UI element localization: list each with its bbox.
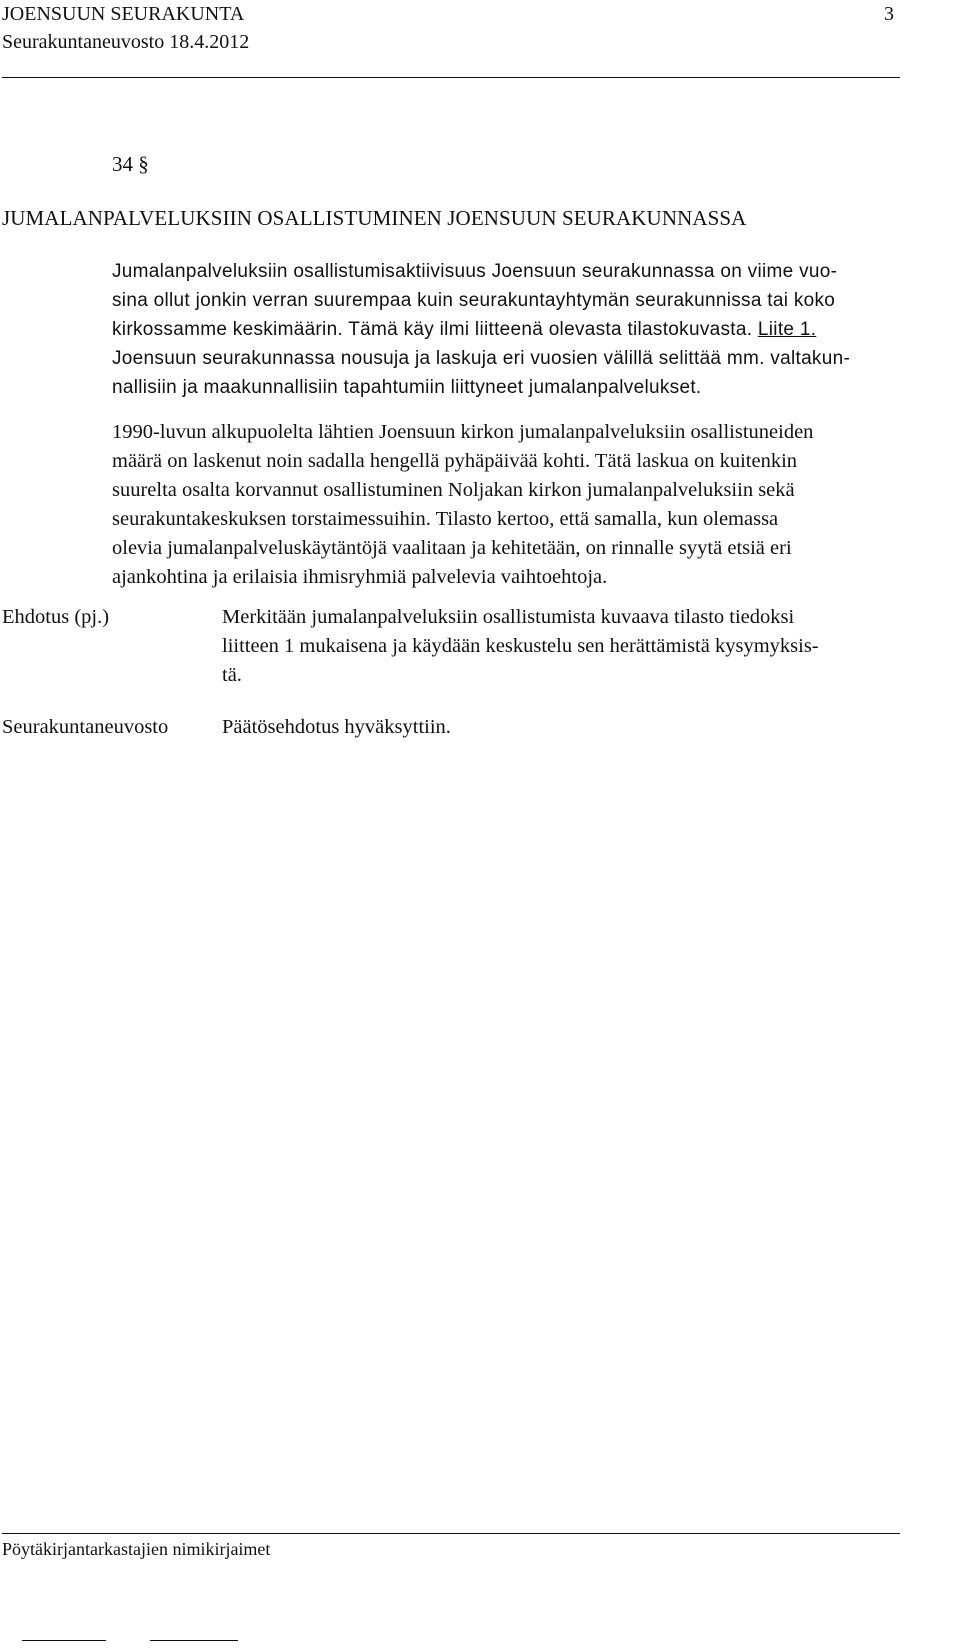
footer-label: Pöytäkirjantarkastajien nimikirjaimet [2, 1539, 271, 1559]
paragraph-1-text: valtakun- [770, 348, 851, 369]
footer-rule [2, 1533, 900, 1534]
proposal-text [222, 603, 819, 690]
header-rule [2, 77, 900, 78]
paragraph-1-text: kirkossamme keskimäärin. [112, 319, 349, 340]
paragraph-1-text: Jumalanpalveluksiin osallistumisaktiivisuus Joensuun seurakunnassa on viime vuo- [112, 261, 838, 282]
header-page-number: 3 [884, 3, 894, 25]
paragraph-2 [112, 418, 813, 592]
paragraph-1-line [112, 344, 850, 373]
paragraph-2-line: määrä on laskenut noin sadalla hengellä pyhäpäivää kohti. Tätä laskua on kuitenkin [112, 450, 798, 472]
signature-line-2 [150, 1640, 238, 1641]
paragraph-1-text: Joensuun seurakunnassa nousuja ja laskuja eri vuosien välillä selittää mm. [112, 348, 771, 369]
paragraph-1-text: Tämä käy ilmi liitteenä olevasta tilastokuvasta. [348, 319, 758, 340]
proposal-line: tä. [222, 664, 242, 686]
paragraph-1-line [112, 286, 850, 315]
paragraph-2-line: 1990-luvun alkupuolelta lähtien Joensuun kirkon jumalanpalveluksiin osallistuneiden [112, 421, 814, 443]
attachment-link[interactable]: Liite 1. [757, 319, 817, 340]
proposal-line: Merkitään jumalanpalveluksiin osallistumista kuvaava tilasto tiedoksi [222, 606, 795, 628]
paragraph-1-line [112, 315, 850, 344]
paragraph-2-line: seurakuntakeskuksen torstaimessuihin. Tilasto kertoo, että samalla, kun olemassa [112, 508, 779, 530]
paragraph-1-text: sina ollut jonkin verran suurempaa kuin seurakuntayhtymän seurakunnissa tai koko [112, 290, 836, 311]
paragraph-1 [112, 257, 850, 402]
header-org: JOENSUUN SEURAKUNTA [2, 3, 245, 25]
paragraph-2-line: ajankohtina ja erilaisia ihmisryhmiä palvelevia vaihtoehtoja. [112, 566, 608, 588]
paragraph-2-line: olevia jumalanpalveluskäytäntöjä vaalitaan ja kehitetään, on rinnalle syytä etsiä eri [112, 537, 792, 559]
decision-label: Seurakuntaneuvosto [2, 716, 169, 738]
proposal-label: Ehdotus (pj.) [2, 606, 110, 628]
paragraph-1-text: nallisiin ja maakunnallisiin tapahtumiin liittyneet jumalanpalvelukset. [112, 377, 702, 398]
signature-line-1 [22, 1640, 106, 1641]
header-meeting: Seurakuntaneuvosto 18.4.2012 [2, 31, 250, 53]
decision-text: Päätösehdotus hyväksyttiin. [222, 716, 451, 738]
section-title: JUMALANPALVELUKSIIN OSALLISTUMINEN JOENSUUN SEURAKUNNASSA [2, 206, 747, 230]
paragraph-1-line [112, 257, 850, 286]
paragraph-1-line [112, 373, 850, 402]
section-number: 34 § [112, 152, 149, 176]
proposal-line: liitteen 1 mukaisena ja käydään keskustelu sen herättämistä kysymyksis- [222, 635, 819, 657]
paragraph-2-line: suurelta osalta korvannut osallistuminen Noljakan kirkon jumalanpalveluksiin sekä [112, 479, 795, 501]
